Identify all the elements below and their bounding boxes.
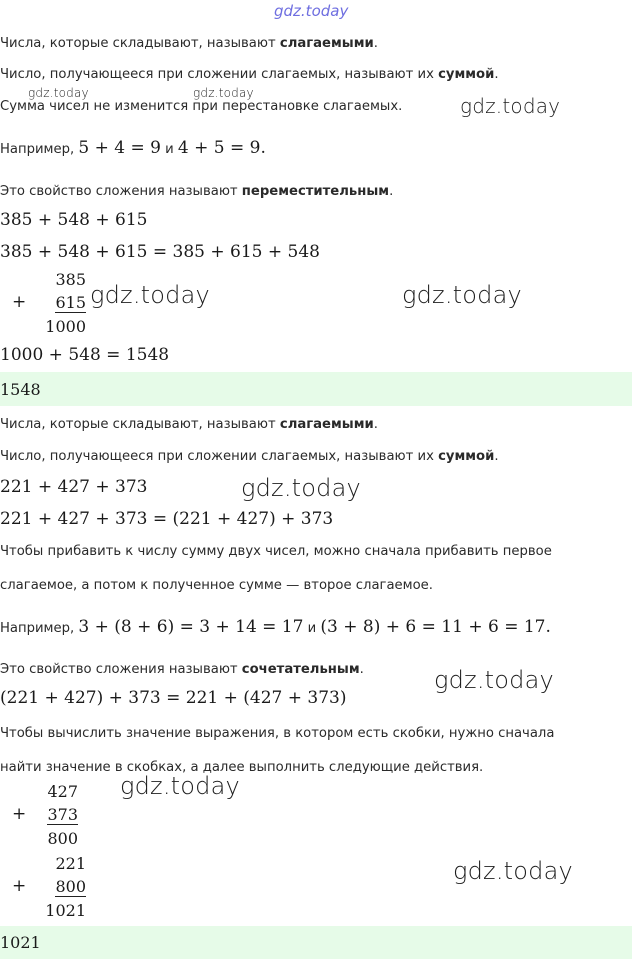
property-text: Это свойство сложения называют	[0, 662, 242, 677]
expression: (221 + 427) + 373 = 221 + (427 + 373)	[0, 688, 347, 708]
addend: 615	[55, 293, 86, 312]
commutative-rule: Сумма чисел не изменится при перестановке слагаемых.	[0, 99, 403, 114]
column-addition	[8, 780, 80, 852]
addend: 385	[55, 270, 86, 289]
watermark: gdz.today	[402, 281, 522, 309]
example-expression: 4 + 5 = 9.	[177, 138, 266, 158]
definition-end: .	[373, 36, 378, 51]
column-addition	[8, 852, 88, 924]
definition-end: .	[494, 67, 499, 82]
property-statement	[0, 662, 364, 677]
definition-term: слагаемыми	[279, 36, 374, 51]
property-end: .	[359, 662, 364, 677]
watermark: gdz.today	[90, 281, 210, 309]
watermark: gdz.today	[460, 94, 561, 118]
associative-rule-line: слагаемое, а потом к полученное сумме — второе слагаемое.	[0, 578, 433, 593]
plus-sign: +	[12, 292, 27, 312]
watermark: gdz.today	[434, 666, 554, 694]
expression: 385 + 548 + 615	[0, 210, 148, 230]
definition-term: слагаемыми	[279, 417, 374, 432]
answer-value: 1021	[0, 933, 41, 952]
example-line	[0, 138, 266, 158]
definition-term: суммой	[438, 67, 495, 82]
watermark: gdz.today	[28, 86, 89, 100]
watermark: gdz.today	[193, 86, 254, 100]
column-addition	[8, 268, 88, 340]
property-text: Это свойство сложения называют	[0, 184, 242, 199]
example-conjunction: и	[160, 142, 178, 157]
definition-text: Число, получающееся при сложении слагаемых, называют их	[0, 67, 439, 82]
definition-term: суммой	[438, 449, 495, 464]
example-label: Например,	[0, 621, 79, 636]
property-end: .	[389, 184, 394, 199]
watermark: gdz.today	[241, 474, 361, 502]
addend: 373	[47, 805, 78, 824]
brackets-rule-line: найти значение в скобках, а далее выполнить следующие действия.	[0, 760, 484, 775]
watermark-top: gdz.today	[274, 2, 349, 20]
sum: 1000	[45, 317, 86, 336]
expression: 385 + 548 + 615 = 385 + 615 + 548	[0, 242, 320, 262]
addend: 800	[55, 877, 86, 896]
example-expression: 5 + 4 = 9	[78, 138, 161, 158]
definition-end: .	[373, 417, 378, 432]
plus-sign: +	[12, 876, 27, 896]
watermark: gdz.today	[453, 857, 573, 885]
addend: 221	[55, 854, 86, 873]
sum: 800	[47, 829, 78, 848]
definition-sum	[0, 449, 499, 464]
definition-end: .	[494, 449, 499, 464]
property-statement	[0, 184, 393, 199]
example-line	[0, 617, 551, 637]
example-conjunction: и	[303, 621, 321, 636]
watermark: gdz.today	[120, 772, 240, 800]
brackets-rule-line: Чтобы вычислить значение выражения, в котором есть скобки, нужно сначала	[0, 726, 555, 741]
example-expression: (3 + 8) + 6 = 11 + 6 = 17.	[320, 617, 551, 637]
sum: 1021	[45, 901, 86, 920]
definition-addends	[0, 417, 378, 432]
definition-text: Число, получающееся при сложении слагаемых, называют их	[0, 449, 439, 464]
property-term: переместительным	[241, 184, 390, 199]
expression: 221 + 427 + 373	[0, 477, 148, 497]
example-expression: 3 + (8 + 6) = 3 + 14 = 17	[78, 617, 304, 637]
definition-text: Числа, которые складывают, называют	[0, 417, 280, 432]
plus-sign: +	[12, 804, 27, 824]
example-label: Например,	[0, 142, 79, 157]
definition-text: Числа, которые складывают, называют	[0, 36, 280, 51]
definition-addends	[0, 36, 378, 51]
expression: 1000 + 548 = 1548	[0, 345, 170, 365]
expression: 221 + 427 + 373 = (221 + 427) + 373	[0, 509, 334, 529]
answer-value: 1548	[0, 380, 41, 399]
answer-bar	[0, 926, 632, 959]
answer-bar	[0, 372, 632, 406]
addend: 427	[47, 782, 78, 801]
definition-sum	[0, 67, 499, 82]
property-term: сочетательным	[241, 662, 360, 677]
associative-rule-line: Чтобы прибавить к числу сумму двух чисел, можно сначала прибавить первое	[0, 544, 552, 559]
